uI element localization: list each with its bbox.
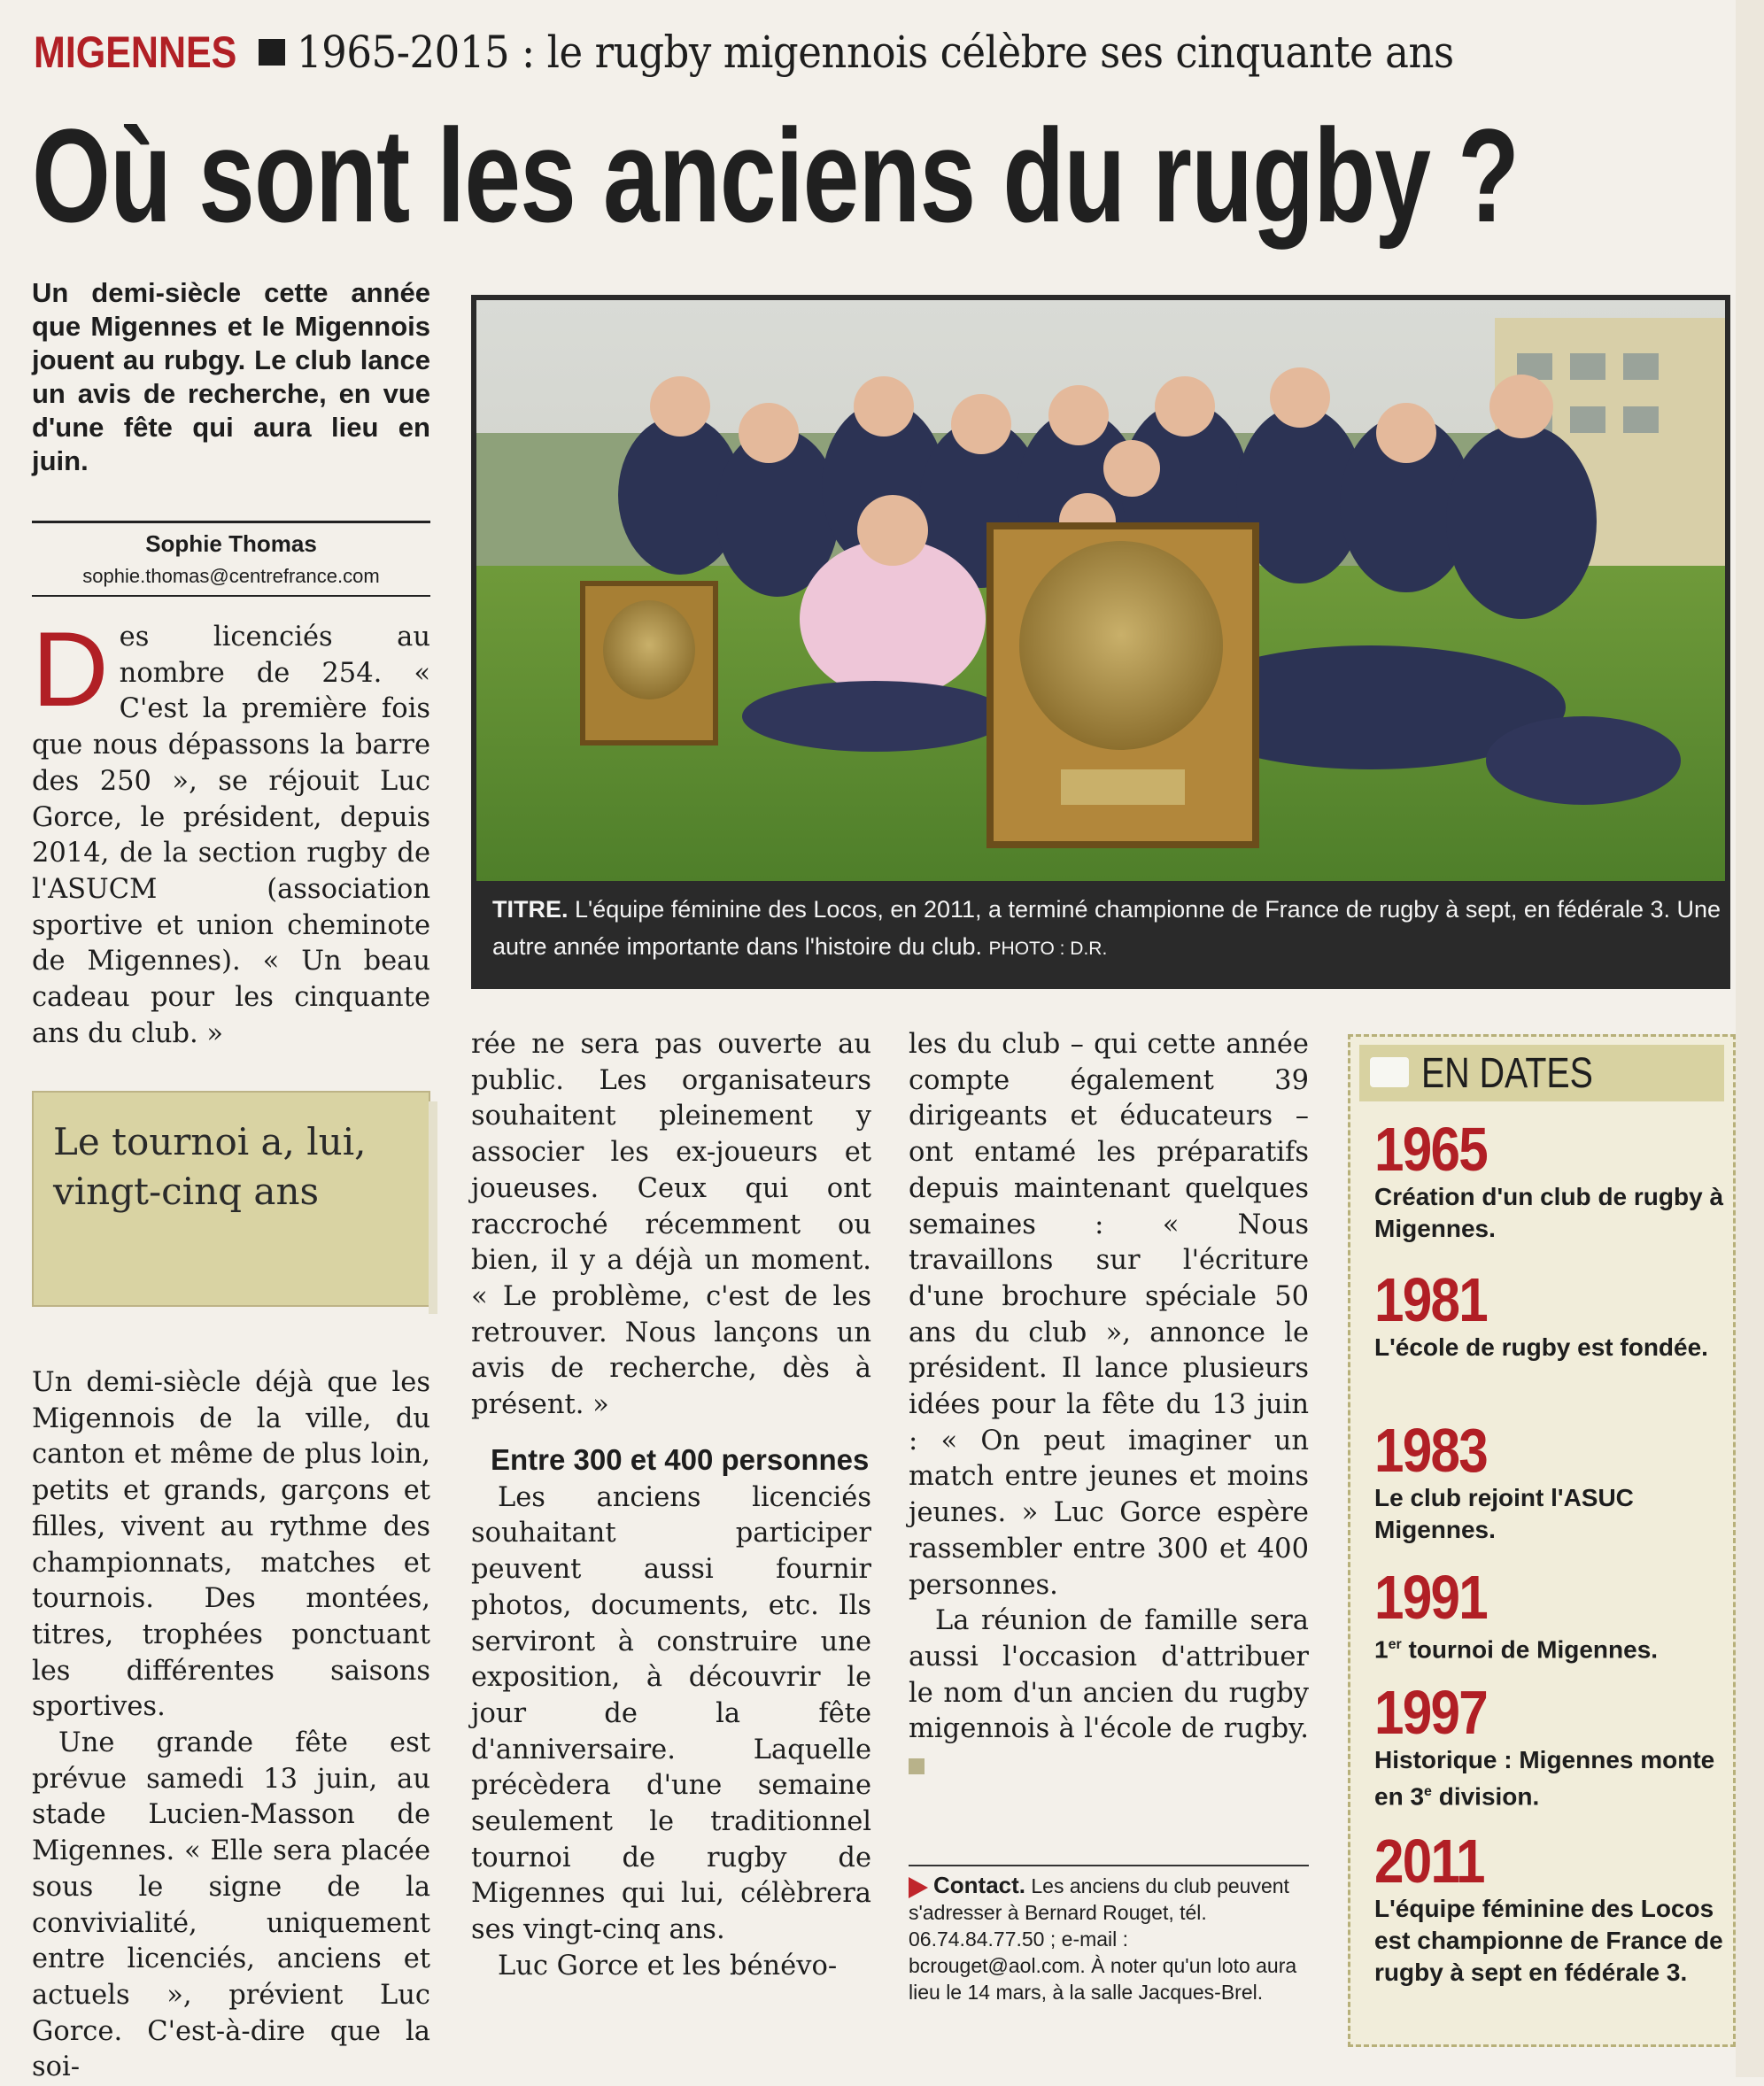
date-year: 1991: [1374, 1563, 1488, 1632]
kicker-title: 1965-2015 : le rugby migennois célèbre ses cinquante ans: [296, 27, 1454, 78]
dates-title: EN DATES: [1421, 1050, 1593, 1097]
date-entry: [1374, 1680, 1729, 1812]
neighbour-page-edge: [1736, 0, 1764, 2077]
end-mark-icon: [909, 1758, 925, 1774]
caption-label: TITRE.: [492, 896, 569, 923]
author-email[interactable]: sophie.thomas@centrefrance.com: [82, 565, 380, 587]
boxed-subtitle: [32, 1091, 430, 1307]
square-bullet-icon: [259, 39, 285, 66]
date-year: 1965: [1374, 1115, 1488, 1184]
intro-paragraph: [32, 610, 430, 1052]
paragraph: Luc Gorce et les bénévo-: [498, 1950, 838, 1982]
photo-credit: PHOTO : D.R.: [988, 939, 1108, 959]
date-entry: [1374, 1829, 1729, 1989]
intro-text: es licenciés au nombre de 254. « C'est la première fois que nous dépassons la barre des 250 », se réjouit Luc Gorce, le président, depuis 2014, de la section rugby de l'ASUCM (association sportive et union cheminote de Migennes). « Un beau cadeau pour les cinquante ans du club. »: [32, 622, 430, 1049]
dates-header: [1359, 1045, 1724, 1101]
date-text: Création d'un club de rugby à Migennes.: [1374, 1183, 1724, 1242]
column-2: [471, 1027, 871, 1985]
byline-divider-bottom: [32, 595, 430, 597]
byline-divider: [32, 521, 430, 523]
date-entry: [1374, 1565, 1729, 1665]
column-3: [909, 1027, 1309, 1784]
lead-paragraph: Un demi-siècle cette année que Migennes et le Migennois jouent au rubgy. Le club lance un avis de recherche, en vue d'une fête qui aura lieu en juin.: [32, 277, 430, 476]
date-year: 1981: [1374, 1265, 1488, 1334]
photo-caption: [492, 891, 1723, 968]
date-text: 1er tournoi de Migennes.: [1374, 1635, 1659, 1664]
kicker-town: MIGENNES: [34, 27, 237, 77]
team-photo: [476, 300, 1725, 881]
author-name: Sophie Thomas: [145, 530, 317, 557]
arrow-right-icon: [909, 1877, 928, 1898]
caption-text: L'équipe féminine des Locos, en 2011, a terminé championne de France de rugby à sept, en fédérale 3. Une autre année importante dans l'histoire du club.: [492, 896, 1721, 960]
date-year: 2011: [1374, 1827, 1484, 1896]
date-text: L'équipe féminine des Locos est championne de France de rugby à sept en fédérale 3.: [1374, 1895, 1723, 1986]
team-photo-illustration: [476, 300, 1725, 881]
dropcap: D: [32, 610, 109, 729]
contact-box: [909, 1872, 1309, 2005]
boxed-subtitle-text: Le tournoi a, lui, vingt-cinq ans: [53, 1120, 367, 1213]
paragraph: [909, 1603, 1309, 1784]
kicker: [34, 27, 1734, 96]
contact-text: Les anciens du club peuvent s'adresser à Bernard Rouget, tél. 06.74.84.77.50 ; e-mail : bcrouget@aol.com. À noter qu'un loto aura lieu le 14 mars, à la salle Jacques-Brel.: [909, 1874, 1297, 2004]
paragraph-text: La réunion de famille sera aussi l'occasion d'attribuer le nom d'un ancien du rugby migennois à l'école de rugby.: [909, 1605, 1309, 1745]
column-1: [32, 1365, 430, 2086]
contact-divider: [909, 1865, 1309, 1866]
date-entry: [1374, 1117, 1729, 1245]
paragraph: Une grande fête est prévue samedi 13 juin, au stade Lucien-Masson de Migennes. « Elle sera placée sous le signe de la convivialité, uniquement entre licenciés, anciens et actuels », prévient Luc Gorce. C'est-à-dire que la soi-: [32, 1727, 430, 2083]
box-shadow: [429, 1101, 437, 1314]
date-entry: [1374, 1418, 1729, 1546]
paragraph: Les anciens licenciés souhaitant participer peuvent aussi fournir photos, documents, etc. Ils serviront à construire une exposition, à découvrir le jour de la fête d'anniversaire. Laquelle précèdera d'une semaine seulement le traditionnel tournoi de rugby de Migennes qui lui, célèbrera ses vingt-cinq ans.: [471, 1481, 871, 1946]
date-year: 1983: [1374, 1416, 1488, 1485]
date-text: Historique : Migennes monte en 3e division.: [1374, 1746, 1715, 1811]
subheading: Entre 300 et 400 personnes: [491, 1442, 870, 1476]
date-year: 1997: [1374, 1678, 1488, 1747]
note-icon: [1370, 1057, 1409, 1087]
paragraph: Un demi-siècle déjà que les Migennois de la ville, du canton et même de plus loin, petits et grands, garçons et filles, vivent au rythme des championnats, matches et tournois. Des montées, titres, trophées ponctuant les différentes saisons sportives.: [32, 1367, 430, 1723]
headline: Où sont les anciens du rugby ?: [32, 101, 1520, 250]
date-text: Le club rejoint l'ASUC Migennes.: [1374, 1484, 1634, 1543]
paragraph: rée ne sera pas ouverte au public. Les organisateurs souhaitent pleinement y associer les ex-joueurs et joueuses. Ceux qui ont raccroché récemment ou bien, il y a déjà un moment. « Le problème, c'est de les retrouver. Nous lançons un avis de recherche, dès à présent. »: [471, 1029, 871, 1421]
date-entry: [1374, 1265, 1729, 1364]
date-text: L'école de rugby est fondée.: [1374, 1333, 1708, 1361]
contact-label: Contact.: [933, 1872, 1025, 1898]
paragraph: les du club – qui cette année compte également 39 dirigeants et éducateurs – ont entamé les préparatifs depuis maintenant quelques semaines : « Nous travaillons sur l'écriture d'une brochure spéciale 50 ans du club », annonce le président. Il lance plusieurs idées pour la fête du 13 juin : « On peut imaginer un match entre jeunes et moins jeunes. » Luc Gorce espère rassembler entre 300 et 400 personnes.: [909, 1029, 1309, 1601]
